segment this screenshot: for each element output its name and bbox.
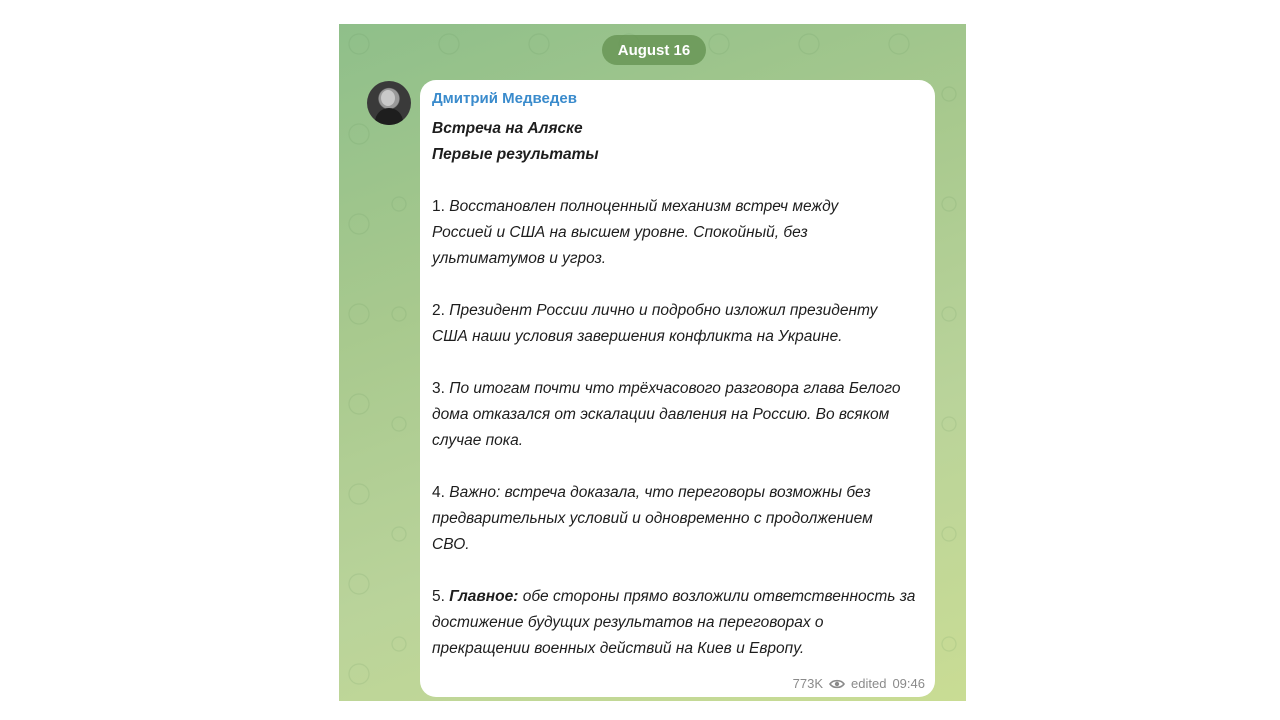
message-subtitle: Первые результаты — [432, 146, 599, 163]
list-item-line: прекращении военных действий на Киев и Европу. — [432, 640, 805, 657]
list-item: 2. Президент России лично и подробно изложил президенту — [432, 302, 878, 319]
list-item-line: случае пока. — [432, 432, 524, 449]
list-item-line: СВО. — [432, 536, 470, 553]
message-title: Встреча на Аляске — [432, 120, 583, 137]
date-separator: August 16 — [602, 35, 706, 65]
list-item: 1. Восстановлен полноценный механизм встреч между — [432, 198, 839, 215]
sender-name[interactable]: Дмитрий Медведев — [432, 90, 577, 107]
list-item: 3. По итогам почти что трёхчасового разговора глава Белого — [432, 380, 901, 397]
list-item-line: ультиматумов и угроз. — [432, 250, 607, 267]
edited-label: edited — [851, 676, 887, 691]
avatar[interactable] — [367, 81, 411, 125]
message-bubble[interactable] — [420, 80, 935, 697]
message-text — [432, 116, 923, 662]
list-item-line: достижение будущих результатов на переговорах о — [432, 614, 824, 631]
message-time: 09:46 — [892, 676, 925, 691]
list-item-line: предварительных условий и одновременно с продолжением — [432, 510, 873, 527]
list-item-line: США наши условия завершения конфликта на Украине. — [432, 328, 843, 345]
message-meta — [793, 676, 925, 691]
views-count: 773K — [792, 676, 824, 691]
eye-icon — [829, 679, 845, 689]
list-item-line: дома отказался от эскалации давления на Россию. Во всяком — [432, 406, 890, 423]
list-item: 5. Главное: обе стороны прямо возложили ответственность за — [432, 588, 916, 605]
chat-background — [339, 24, 966, 701]
list-item: 4. Важно: встреча доказала, что переговоры возможны без — [432, 484, 871, 501]
list-item-line: Россией и США на высшем уровне. Спокойный, без — [432, 224, 808, 241]
